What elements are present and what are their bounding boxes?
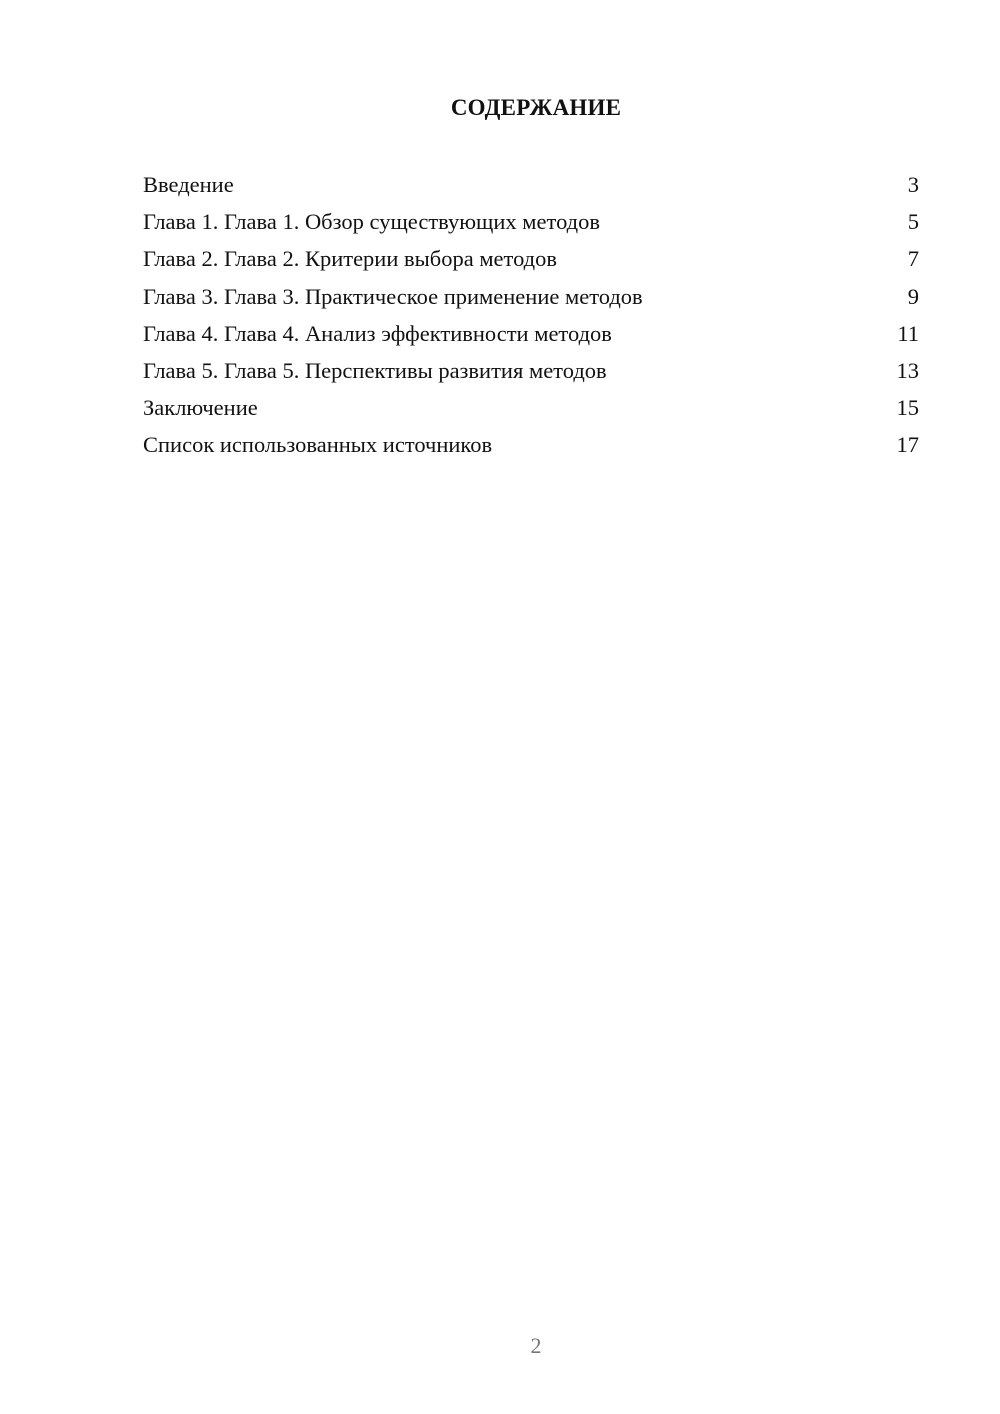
- toc-entry-title: Глава 2. Глава 2. Критерии выбора методов: [143, 246, 557, 272]
- toc-entry-chapter-5[interactable]: [143, 354, 919, 391]
- toc-entry-references[interactable]: [143, 428, 919, 465]
- page-title: СОДЕРЖАНИЕ: [450, 95, 622, 120]
- toc-entry-page: 5: [907, 209, 919, 235]
- toc-entry-chapter-2[interactable]: [143, 242, 919, 279]
- table-of-contents: [143, 168, 919, 466]
- toc-entry-page: 11: [897, 320, 919, 346]
- page-number: 2: [530, 1333, 542, 1358]
- toc-entry-page: 15: [896, 395, 919, 421]
- toc-entry-title: Список использованных источников: [143, 432, 493, 458]
- toc-entry-page: 7: [907, 246, 919, 272]
- toc-entry-page: 9: [907, 283, 919, 309]
- toc-entry-chapter-3[interactable]: [143, 280, 919, 317]
- toc-entry-title: Введение: [143, 172, 234, 197]
- toc-entry-page: 13: [896, 357, 919, 383]
- toc-entry-title: Глава 1. Глава 1. Обзор существующих методов: [143, 209, 600, 235]
- toc-entry-conclusion[interactable]: [143, 391, 919, 428]
- toc-entry-chapter-1[interactable]: [143, 205, 919, 242]
- toc-entry-chapter-4[interactable]: [143, 317, 919, 354]
- toc-entry-page: 3: [907, 172, 919, 197]
- toc-entry-introduction[interactable]: [143, 168, 919, 205]
- toc-entry-title: Глава 5. Глава 5. Перспективы развития методов: [143, 357, 607, 383]
- toc-entry-title: Заключение: [143, 395, 258, 421]
- toc-entry-title: Глава 3. Глава 3. Практическое применение методов: [143, 283, 643, 309]
- toc-entry-page: 17: [896, 432, 919, 458]
- toc-entry-title: Глава 4. Глава 4. Анализ эффективности методов: [143, 320, 612, 346]
